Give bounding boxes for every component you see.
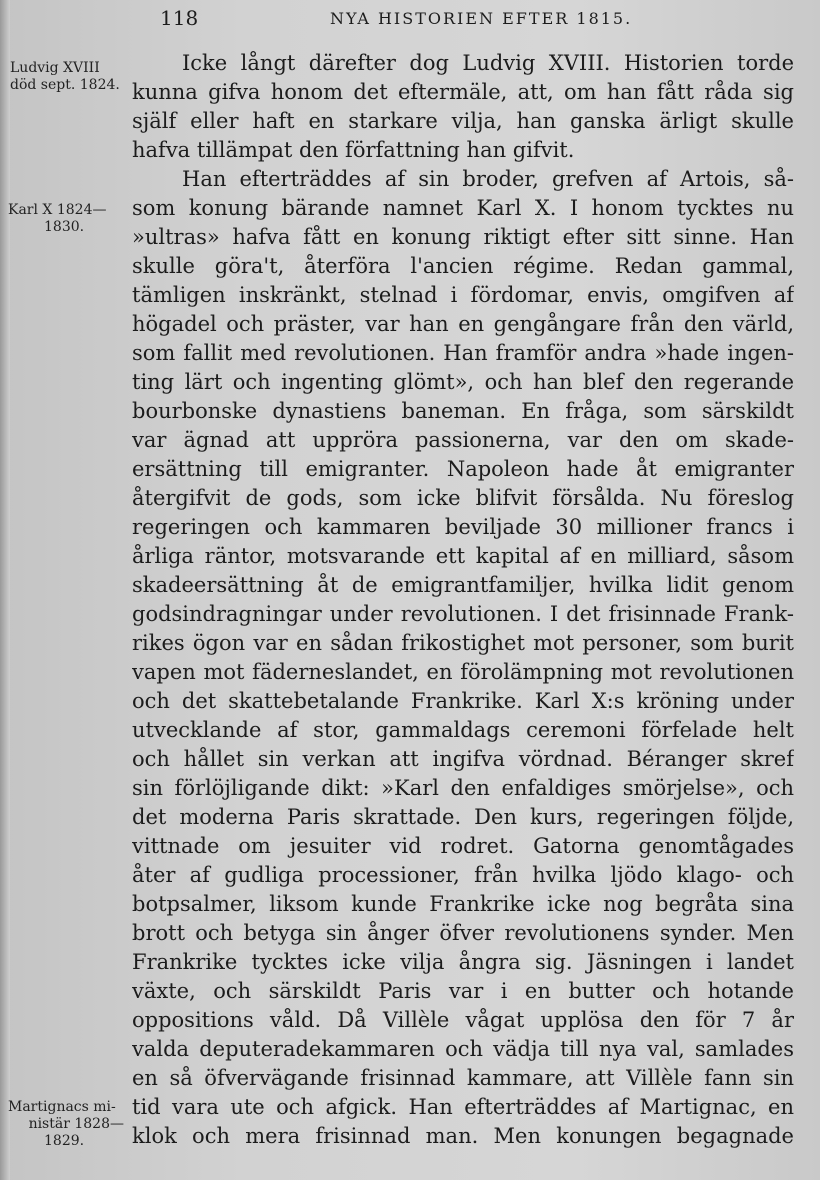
margin-note-ludvig bbox=[10, 60, 132, 94]
text-line: regeringen och kammaren beviljade 30 millioner francs i bbox=[132, 515, 794, 539]
margin-note-line: nistär 1828— bbox=[28, 1116, 124, 1132]
text-line: åter af gudliga processioner, från hvilka ljödo klago- och bbox=[132, 863, 794, 887]
text-line: hafva tillämpat den författning han gifvit. bbox=[132, 138, 575, 162]
text-line: tid vara ute och afgick. Han efterträddes af Martignac, en bbox=[132, 1095, 794, 1119]
text-line: brott och betyga sin ånger öfver revolutionens synder. Men bbox=[132, 921, 794, 945]
margin-note-martignac bbox=[8, 1099, 132, 1150]
text-line: vapen mot fäderneslandet, en förolämpning mot revolutionen bbox=[132, 660, 794, 684]
text-line: »ultras» hafva fått en konung riktigt efter sitt sinne. Han bbox=[132, 225, 794, 249]
text-line: kunna gifva honom det eftermäle, att, om han fått råda sig bbox=[132, 80, 794, 104]
text-line: Frankrike tycktes icke vilja ångra sig. Jäsningen i landet bbox=[132, 950, 794, 974]
text-line: tämligen inskränkt, stelnad i fördomar, envis, omgifven af bbox=[132, 283, 794, 307]
text-line: skadeersättning åt de emigrantfamiljer, hvilka lidit genom bbox=[132, 573, 794, 597]
margin-note-line: 1829. bbox=[44, 1133, 85, 1149]
margin-note-line: 1830. bbox=[44, 219, 85, 235]
page-number: 118 bbox=[160, 6, 199, 30]
text-line: godsindragningar under revolutionen. I det frisinnade Frank- bbox=[132, 602, 794, 626]
text-line: och det skattebetalande Frankrike. Karl X:s kröning under bbox=[132, 689, 794, 713]
text-line: bourbonske dynastiens baneman. En fråga, som särskildt bbox=[132, 399, 794, 423]
margin-note-line: Martignacs mi- bbox=[8, 1099, 116, 1115]
text-line: själf eller haft en starkare vilja, han ganska ärligt skulle bbox=[132, 109, 794, 133]
text-line: oppositions våld. Då Villèle vågat upplösa den för 7 år bbox=[132, 1008, 794, 1032]
text-line: och hållet sin verkan att ingifva vördnad. Béranger skref bbox=[132, 747, 794, 771]
text-line: en så öfvervägande frisinnad kammare, att Villèle fann sin bbox=[132, 1066, 794, 1090]
text-line: botpsalmer, liksom kunde Frankrike icke nog begråta sina bbox=[132, 892, 794, 916]
body-text bbox=[132, 49, 794, 1151]
text-line: sin förlöjligande dikt: »Karl den enfaldiges smörjelse», och bbox=[132, 776, 794, 800]
text-line: återgifvit de gods, som icke blifvit försålda. Nu föreslog bbox=[132, 486, 794, 510]
text-line: högadel och präster, var han en gengångare från den värld, bbox=[132, 312, 794, 336]
running-head: NYA HISTORIEN EFTER 1815. bbox=[330, 9, 633, 28]
text-line: skulle göra't, återföra l'ancien régime. Redan gammal, bbox=[132, 254, 794, 278]
text-line: växte, och särskildt Paris var i en butter och hotande bbox=[132, 979, 794, 1003]
margin-note-line: Ludvig XVIII bbox=[10, 60, 100, 76]
text-line: ersättning till emigranter. Napoleon hade åt emigranter bbox=[132, 457, 794, 481]
text-line: årliga räntor, motsvarande ett kapital af en milliard, såsom bbox=[132, 544, 794, 568]
margin-note-line: Karl X 1824— bbox=[8, 202, 107, 218]
margin-note-line: död sept. 1824. bbox=[10, 77, 120, 93]
text-line: rikes ögon var en sådan frikostighet mot personer, som burit bbox=[132, 631, 794, 655]
text-line: Han efterträddes af sin broder, grefven af Artois, så- bbox=[182, 167, 794, 191]
text-line: ting lärt och ingenting glömt», och han blef den regerande bbox=[132, 370, 794, 394]
text-line: klok och mera frisinnad man. Men konungen begagnade bbox=[132, 1124, 794, 1148]
text-line: utvecklande af stor, gammaldags ceremoni förfelade helt bbox=[132, 718, 794, 742]
text-line: det moderna Paris skrattade. Den kurs, regeringen följde, bbox=[132, 805, 794, 829]
page-spine-shadow bbox=[0, 0, 10, 1180]
text-line: som konung bärande namnet Karl X. I honom tycktes nu bbox=[132, 196, 794, 220]
margin-note-karl-x bbox=[8, 202, 132, 236]
text-line: som fallit med revolutionen. Han framför andra »hade ingen- bbox=[132, 341, 794, 365]
text-line: Icke långt därefter dog Ludvig XVIII. Historien torde bbox=[182, 51, 794, 75]
text-line: var ägnad att uppröra passionerna, var den om skade- bbox=[132, 428, 794, 452]
page-header bbox=[0, 6, 820, 34]
text-line: valda deputeradekammaren och vädja till nya val, samlades bbox=[132, 1037, 794, 1061]
text-line: vittnade om jesuiter vid rodret. Gatorna genomtågades bbox=[132, 834, 794, 858]
